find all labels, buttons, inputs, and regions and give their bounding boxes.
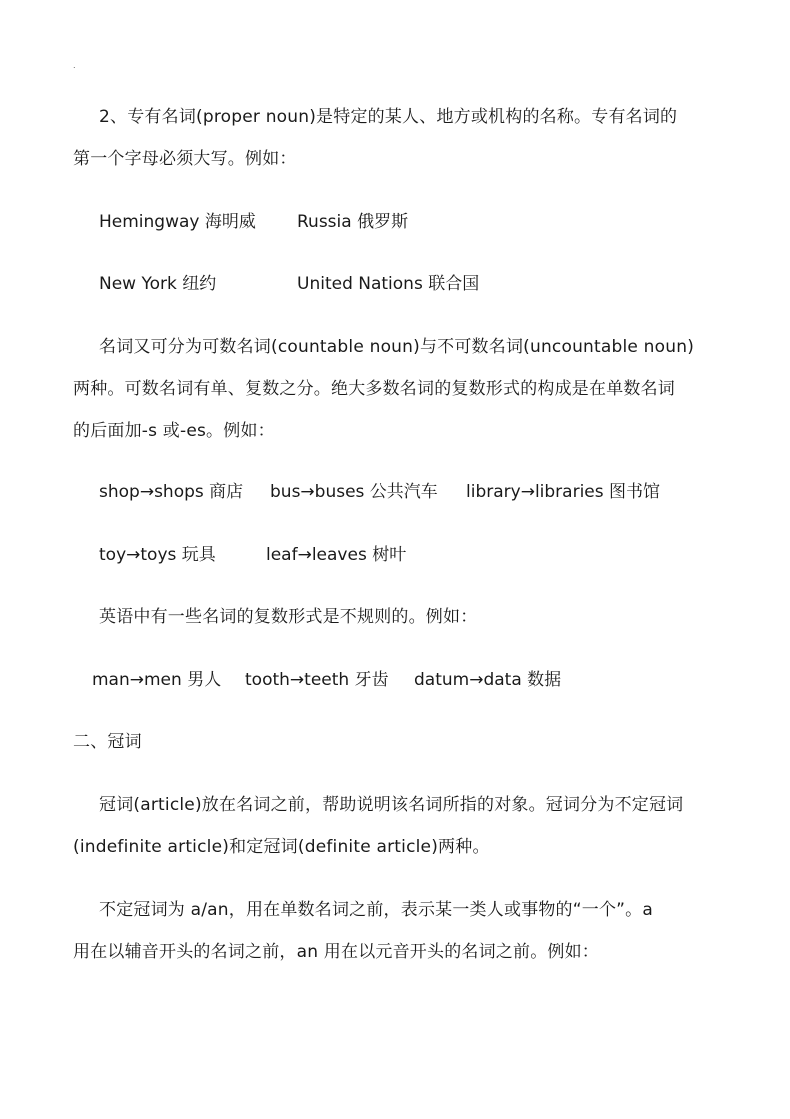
indefinite-article-paragraph-line-1: 不定冠词为 a/an，用在单数名词之前，表示某一类人或事物的“一个”。a — [99, 900, 653, 920]
plural-example-toy: toy→toys 玩具 — [99, 545, 216, 565]
proper-noun-paragraph-line-1: 2、专有名词(proper noun)是特定的某人、地方或机构的名称。专有名词的 — [99, 107, 678, 127]
page-marker: . — [73, 61, 76, 70]
section-heading-articles: 二、冠词 — [73, 732, 142, 752]
plural-example-bus: bus→buses 公共汽车 — [270, 482, 438, 502]
countable-paragraph-line-1: 名词又可分为可数名词(countable noun)与不可数名词(uncountable noun) — [99, 337, 695, 357]
article-paragraph-line-2: (indefinite article)和定冠词(definite article)两种。 — [73, 837, 490, 857]
irregular-example-man: man→men 男人 — [92, 670, 222, 690]
irregular-example-datum: datum→data 数据 — [414, 670, 562, 690]
plural-example-library: library→libraries 图书馆 — [466, 482, 661, 502]
irregular-plural-intro: 英语中有一些名词的复数形式是不规则的。例如： — [99, 607, 478, 627]
countable-paragraph-line-3: 的后面加-s 或-es。例如： — [73, 421, 275, 441]
example-united-nations: United Nations 联合国 — [297, 274, 480, 294]
example-russia: Russia 俄罗斯 — [297, 212, 409, 232]
indefinite-article-paragraph-line-2: 用在以辅音开头的名词之前，an 用在以元音开头的名词之前。例如： — [73, 942, 599, 962]
proper-noun-paragraph-line-2: 第一个字母必须大写。例如： — [73, 149, 297, 169]
plural-example-leaf: leaf→leaves 树叶 — [266, 545, 407, 565]
plural-example-shop: shop→shops 商店 — [99, 482, 244, 502]
article-paragraph-line-1: 冠词(article)放在名词之前，帮助说明该名词所指的对象。冠词分为不定冠词 — [99, 795, 684, 815]
countable-paragraph-line-2: 两种。可数名词有单、复数之分。绝大多数名词的复数形式的构成是在单数名词 — [73, 379, 675, 399]
example-hemingway: Hemingway 海明威 — [99, 212, 256, 232]
irregular-example-tooth: tooth→teeth 牙齿 — [245, 670, 389, 690]
example-new-york: New York 纽约 — [99, 274, 217, 294]
